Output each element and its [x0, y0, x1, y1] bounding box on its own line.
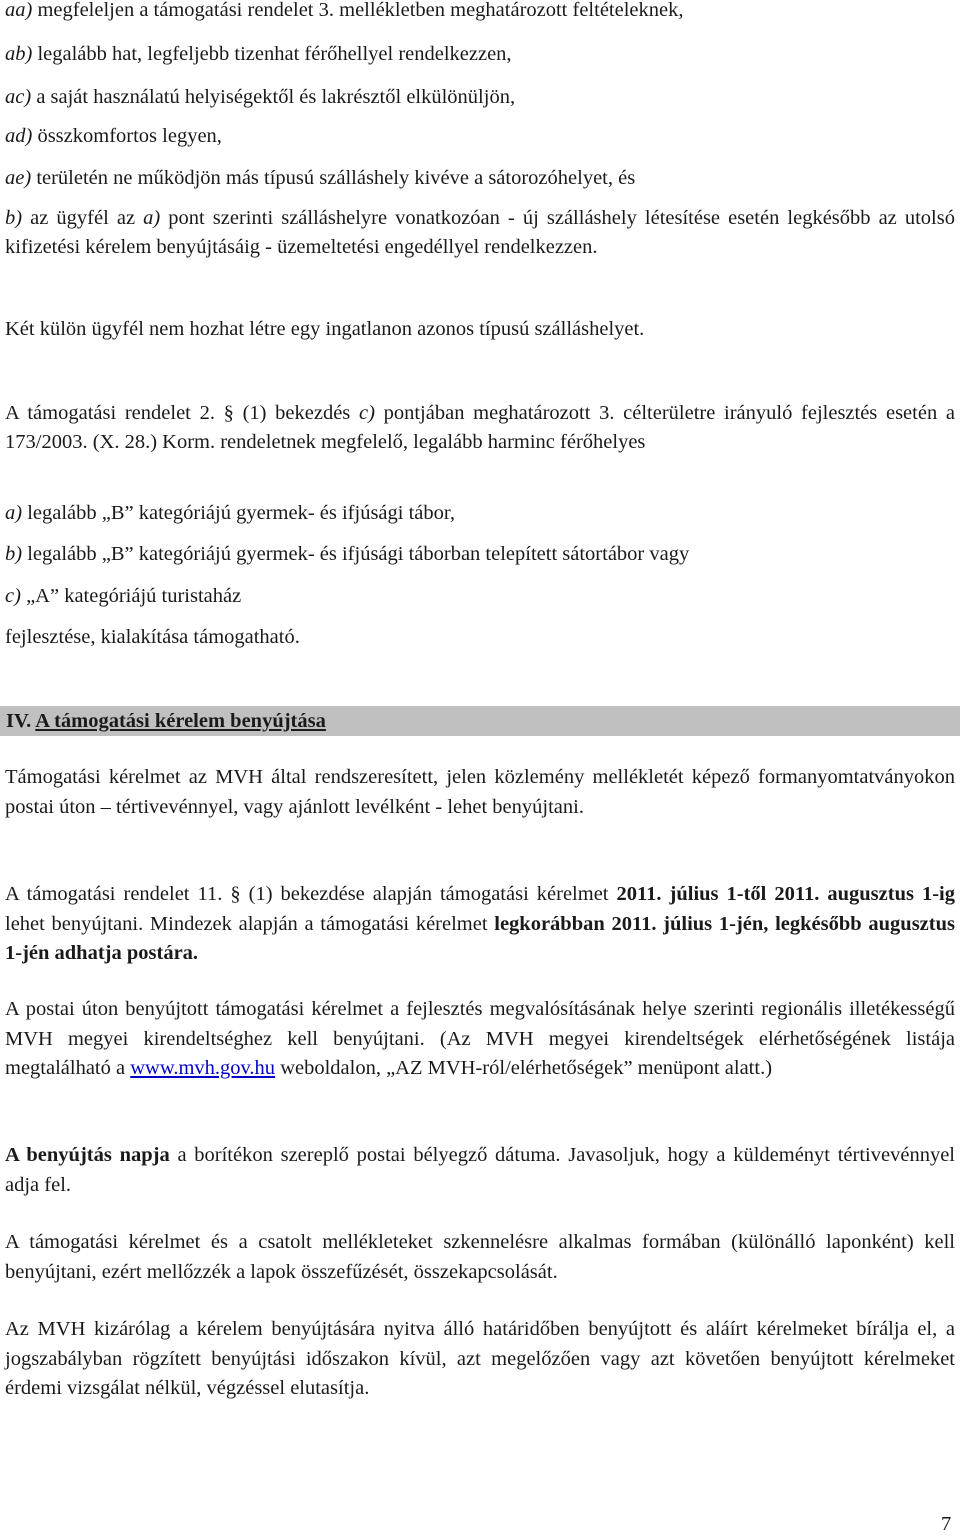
paragraph-csatolt-mellekletek: A támogatási kérelmet és a csatolt mellékleteket szkennelésre alkalmas formában (különálló laponként) kell benyújtani, ezért mellőzzék a lapok összefűzését, összekapcsolását. [5, 1231, 955, 1283]
paragraph-b: b) az ügyfél az a) pont szerinti szálláshelyre vonatkozóan - új szálláshely létesítése esetén legkésőbb az utolsó kifizetési kérelem benyújtásáig - üzemeltetési engedéllyel rendelkezzen. [5, 207, 955, 259]
list-marker: a) [5, 502, 23, 524]
list-item-ad [5, 123, 222, 149]
list-item-aa [5, 0, 683, 23]
list-item-b [5, 541, 689, 567]
list-marker: ae) [5, 167, 32, 189]
inline-reference: c) [358, 402, 375, 424]
bold-term: A benyújtás napja [5, 1144, 170, 1166]
list-item-c [5, 583, 241, 609]
list-marker: b) [5, 207, 23, 229]
section-number: IV. [6, 710, 32, 732]
section-title: A támogatási kérelem benyújtása [35, 710, 326, 732]
list-marker: b) [5, 543, 23, 565]
section-heading [6, 708, 326, 734]
list-item-ac [5, 84, 515, 110]
list-marker: aa) [5, 0, 33, 21]
mvh-website-link[interactable]: www.mvh.gov.hu [130, 1057, 276, 1079]
paragraph-benyujtas-napja: A benyújtás napja a borítékon szereplő postai bélyegző dátuma. Javasoljuk, hogy a küldeményt tértivevénnyel adja fel. [5, 1144, 955, 1196]
page-number: 7 [941, 1513, 952, 1535]
inline-reference: a) [143, 207, 161, 229]
paragraph-rendelet-2: A támogatási rendelet 2. § (1) bekezdés c) pontjában meghatározott 3. célterületre irányuló fejlesztés esetén a 173/2003. (X. 28.) Korm. rendeletnek megfelelő, legalább harminc férőhelyes [5, 402, 955, 454]
paragraph-rendelet-11: A támogatási rendelet 11. § (1) bekezdése alapján támogatási kérelmet 2011. július 1-től 2011. augusztus 1-ig lehet benyújtani. Mindezek alapján a támogatási kérelmet legkorábban 2011. július 1-jén, legkésőbb augusztus 1-jén adhatja postára. [5, 883, 955, 964]
list-marker: c) [5, 585, 21, 607]
paragraph-ket-ugyfel: Két külön ügyfél nem hozhat létre egy ingatlanon azonos típusú szálláshelyet. [5, 318, 645, 340]
list-item-ae [5, 165, 635, 191]
section-heading-bar [0, 706, 960, 736]
list-item-a [5, 500, 455, 526]
list-marker: ad) [5, 125, 33, 147]
posting-dates: legkorábban 2011. július 1-jén, legkésőbb augusztus 1-jén adhatja postára. [5, 912, 955, 964]
list-marker: ac) [5, 86, 32, 108]
list-item-text: legalább „B” kategóriájú gyermek- és ifjúsági tábor, [22, 502, 456, 524]
list-item-text: megfeleljen a támogatási rendelet 3. mellékletben meghatározott feltételeknek, [32, 0, 684, 21]
paragraph-kizarolag: Az MVH kizárólag a kérelem benyújtására nyitva álló határidőben benyújtott és aláírt kérelmeket bírálja el, a jogszabályban rögzített benyújtási időszakon kívül, azt megelőzően vagy azt követően benyújtott kérelmeket érdemi vizsgálat nélkül, végzéssel elutasítja. [5, 1318, 955, 1399]
list-item-ab [5, 41, 512, 67]
paragraph-postai-uton: A postai úton benyújtott támogatási kérelmet a fejlesztés megvalósításának helye szerinti regionális illetékességű MVH megyei kirendeltséghez kell benyújtani. (Az MVH megyei kirendeltségek elérhetőségének listája megtalálható a www.mvh.gov.hu weboldalon, „AZ MVH-ról/elérhetőségek” menüpont alatt.) [5, 998, 955, 1079]
list-item-text: „A” kategóriájú turistaház [20, 585, 242, 607]
list-marker: ab) [5, 43, 33, 65]
paragraph-fejlesztese: fejlesztése, kialakítása támogatható. [5, 626, 300, 648]
paragraph-tamogatasi-kerelmet: Támogatási kérelmet az MVH által rendszeresített, jelen közlemény mellékletét képező formanyomtatványokon postai úton – tértivevénnyel, vagy ajánlott levélként - lehet benyújtani. [5, 766, 955, 818]
list-item-text: legalább hat, legfeljebb tizenhat férőhellyel rendelkezzen, [32, 43, 512, 65]
list-item-text: a saját használatú helyiségektől és lakrésztől elkülönüljön, [31, 86, 516, 108]
list-item-text: legalább „B” kategóriájú gyermek- és ifjúsági táborban telepített sátortábor vagy [22, 543, 690, 565]
list-item-text: összkomfortos legyen, [32, 125, 222, 147]
submission-period: 2011. július 1-től 2011. augusztus 1-ig [616, 883, 955, 905]
list-item-text: területén ne működjön más típusú szálláshely kivéve a sátorozóhelyet, és [31, 167, 636, 189]
